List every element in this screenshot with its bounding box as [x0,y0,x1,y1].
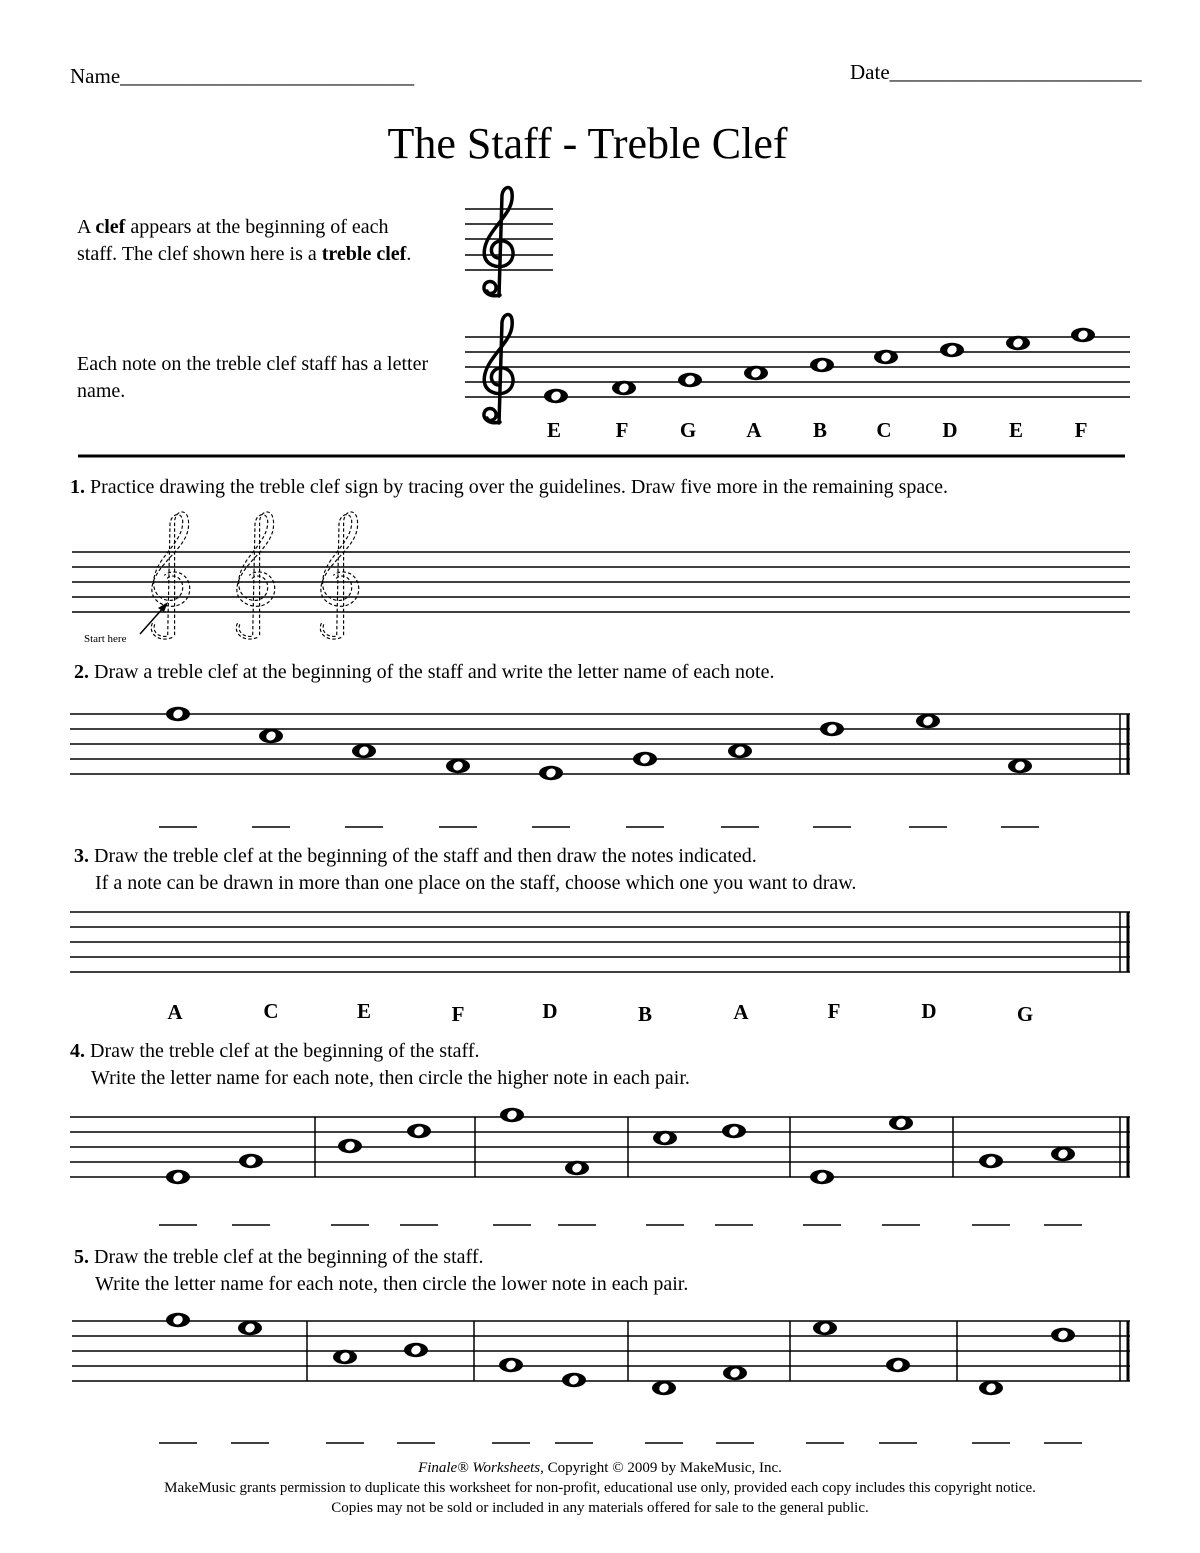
intro-note [874,350,898,364]
q3-note-letter: E [356,999,372,1023]
intro-note-letter: F [615,418,629,442]
q4-note [722,1124,746,1138]
treble-clef-term: treble clef [321,243,407,265]
q4-staff [70,1117,1130,1177]
trace-clef-guide-3[interactable] [320,512,358,639]
q4-note [1051,1147,1075,1161]
q2-note [259,729,283,743]
footer-copyright: Finale® Worksheets, Copyright © 2009 by MakeMusic, Inc. [418,1460,782,1476]
date-blank[interactable]: ________________________ [889,60,1142,84]
q3-note-letter: D [542,999,558,1023]
clef-intro-text: A clef appears at the beginning of each staff. The clef shown here is a treble clef. [77,216,412,265]
q2-note [916,714,940,728]
trace-clef-guide-2[interactable] [236,512,274,639]
q2-staff [70,714,1130,774]
intro-note [940,343,964,357]
q4-note [810,1170,834,1184]
q5-note [404,1343,428,1357]
q5-note [886,1358,910,1372]
clef-term: clef [95,216,126,238]
intro-note [612,381,636,395]
name-blank[interactable]: ____________________________ [120,64,415,88]
q5-note [979,1381,1003,1395]
intro-note-letter: C [876,418,892,442]
q5-staff [72,1321,1130,1381]
q5-note [333,1350,357,1364]
q2-note [728,744,752,758]
q5-note [562,1373,586,1387]
q3-note-letter: A [733,1000,749,1024]
q2-note [446,759,470,773]
question-2-text: 2. Draw a treble clef at the beginning of the staff and write the letter name of each note. [74,661,775,683]
intro-staff-notes [465,337,1130,397]
intro-note-letter: A [746,418,762,442]
question-3-text: 3. Draw the treble clef at the beginning of the staff and then draw the notes indicated. If a note can be drawn in more than one place on the staff, choose which one you want to draw. [74,845,857,894]
intro-note-letter: B [812,418,828,442]
footer-restriction: Copies may not be sold or included in any materials offered for sale to the general public. [331,1500,869,1516]
page-title: The Staff - Treble Clef [387,119,788,168]
q2-note [539,766,563,780]
footer-product: Finale® Worksheets [418,1460,541,1476]
question-1-text: 1. Practice drawing the treble clef sign by tracing over the guidelines. Draw five more in the remaining space. [70,476,949,498]
question-4-text: 4. Draw the treble clef at the beginning of the staff. Write the letter name for each note, then circle the higher note in each pair. [70,1040,690,1089]
q2-note [352,744,376,758]
start-here-label: Start here [84,633,127,645]
q2-note [633,752,657,766]
q3-note-letter: F [451,1002,465,1026]
trace-clef-guide-1[interactable] [151,512,189,639]
q4-note [166,1170,190,1184]
start-arrowhead-icon [158,602,168,612]
letter-name-intro-text: Each note on the treble clef staff has a letter name. [77,353,429,402]
intro-note [1006,336,1030,350]
q4-note [407,1124,431,1138]
intro-note [1071,328,1095,342]
q5-note [1051,1328,1075,1342]
q3-note-letter: G [1016,1002,1034,1026]
q2-note [820,722,844,736]
q4-note [565,1161,589,1175]
intro-note-letter: D [942,418,958,442]
q3-note-letter: D [921,999,937,1023]
date-label: Date [850,60,890,84]
name-label: Name [70,64,121,88]
question-5-text: 5. Draw the treble clef at the beginning of the staff. Write the letter name for each note, then circle the lower note in each pair. [74,1246,689,1295]
q5-note [652,1381,676,1395]
q5-note [238,1321,262,1335]
q5-note [499,1358,523,1372]
q5-note [723,1366,747,1380]
intro-note [678,373,702,387]
q2-note [1008,759,1032,773]
intro-note [810,358,834,372]
intro-note-letter: E [546,418,562,442]
q5-note [813,1321,837,1335]
intro-note-letter: F [1074,418,1088,442]
q1-staff [72,552,1130,612]
q4-note [338,1139,362,1153]
q2-note [166,707,190,721]
q4-note [889,1116,913,1130]
intro-note [544,389,568,403]
q3-staff [70,912,1130,972]
q4-note [500,1108,524,1122]
q3-note-letter: C [263,999,279,1023]
q4-note [239,1154,263,1168]
treble-clef-icon [484,187,513,296]
q5-note [166,1313,190,1327]
footer-permission: MakeMusic grants permission to duplicate this worksheet for non-profit, educational use only, provided each copy includes this copyright notice. [164,1480,1036,1496]
intro-note-letter: G [679,418,697,442]
treble-clef-icon-2 [484,314,513,423]
q4-note [979,1154,1003,1168]
intro-note [744,366,768,380]
intro-note-letter: E [1008,418,1024,442]
q3-note-letter: B [637,1002,653,1026]
q4-note [653,1131,677,1145]
q3-note-letter: A [167,1000,183,1024]
q3-note-letter: F [827,999,841,1023]
